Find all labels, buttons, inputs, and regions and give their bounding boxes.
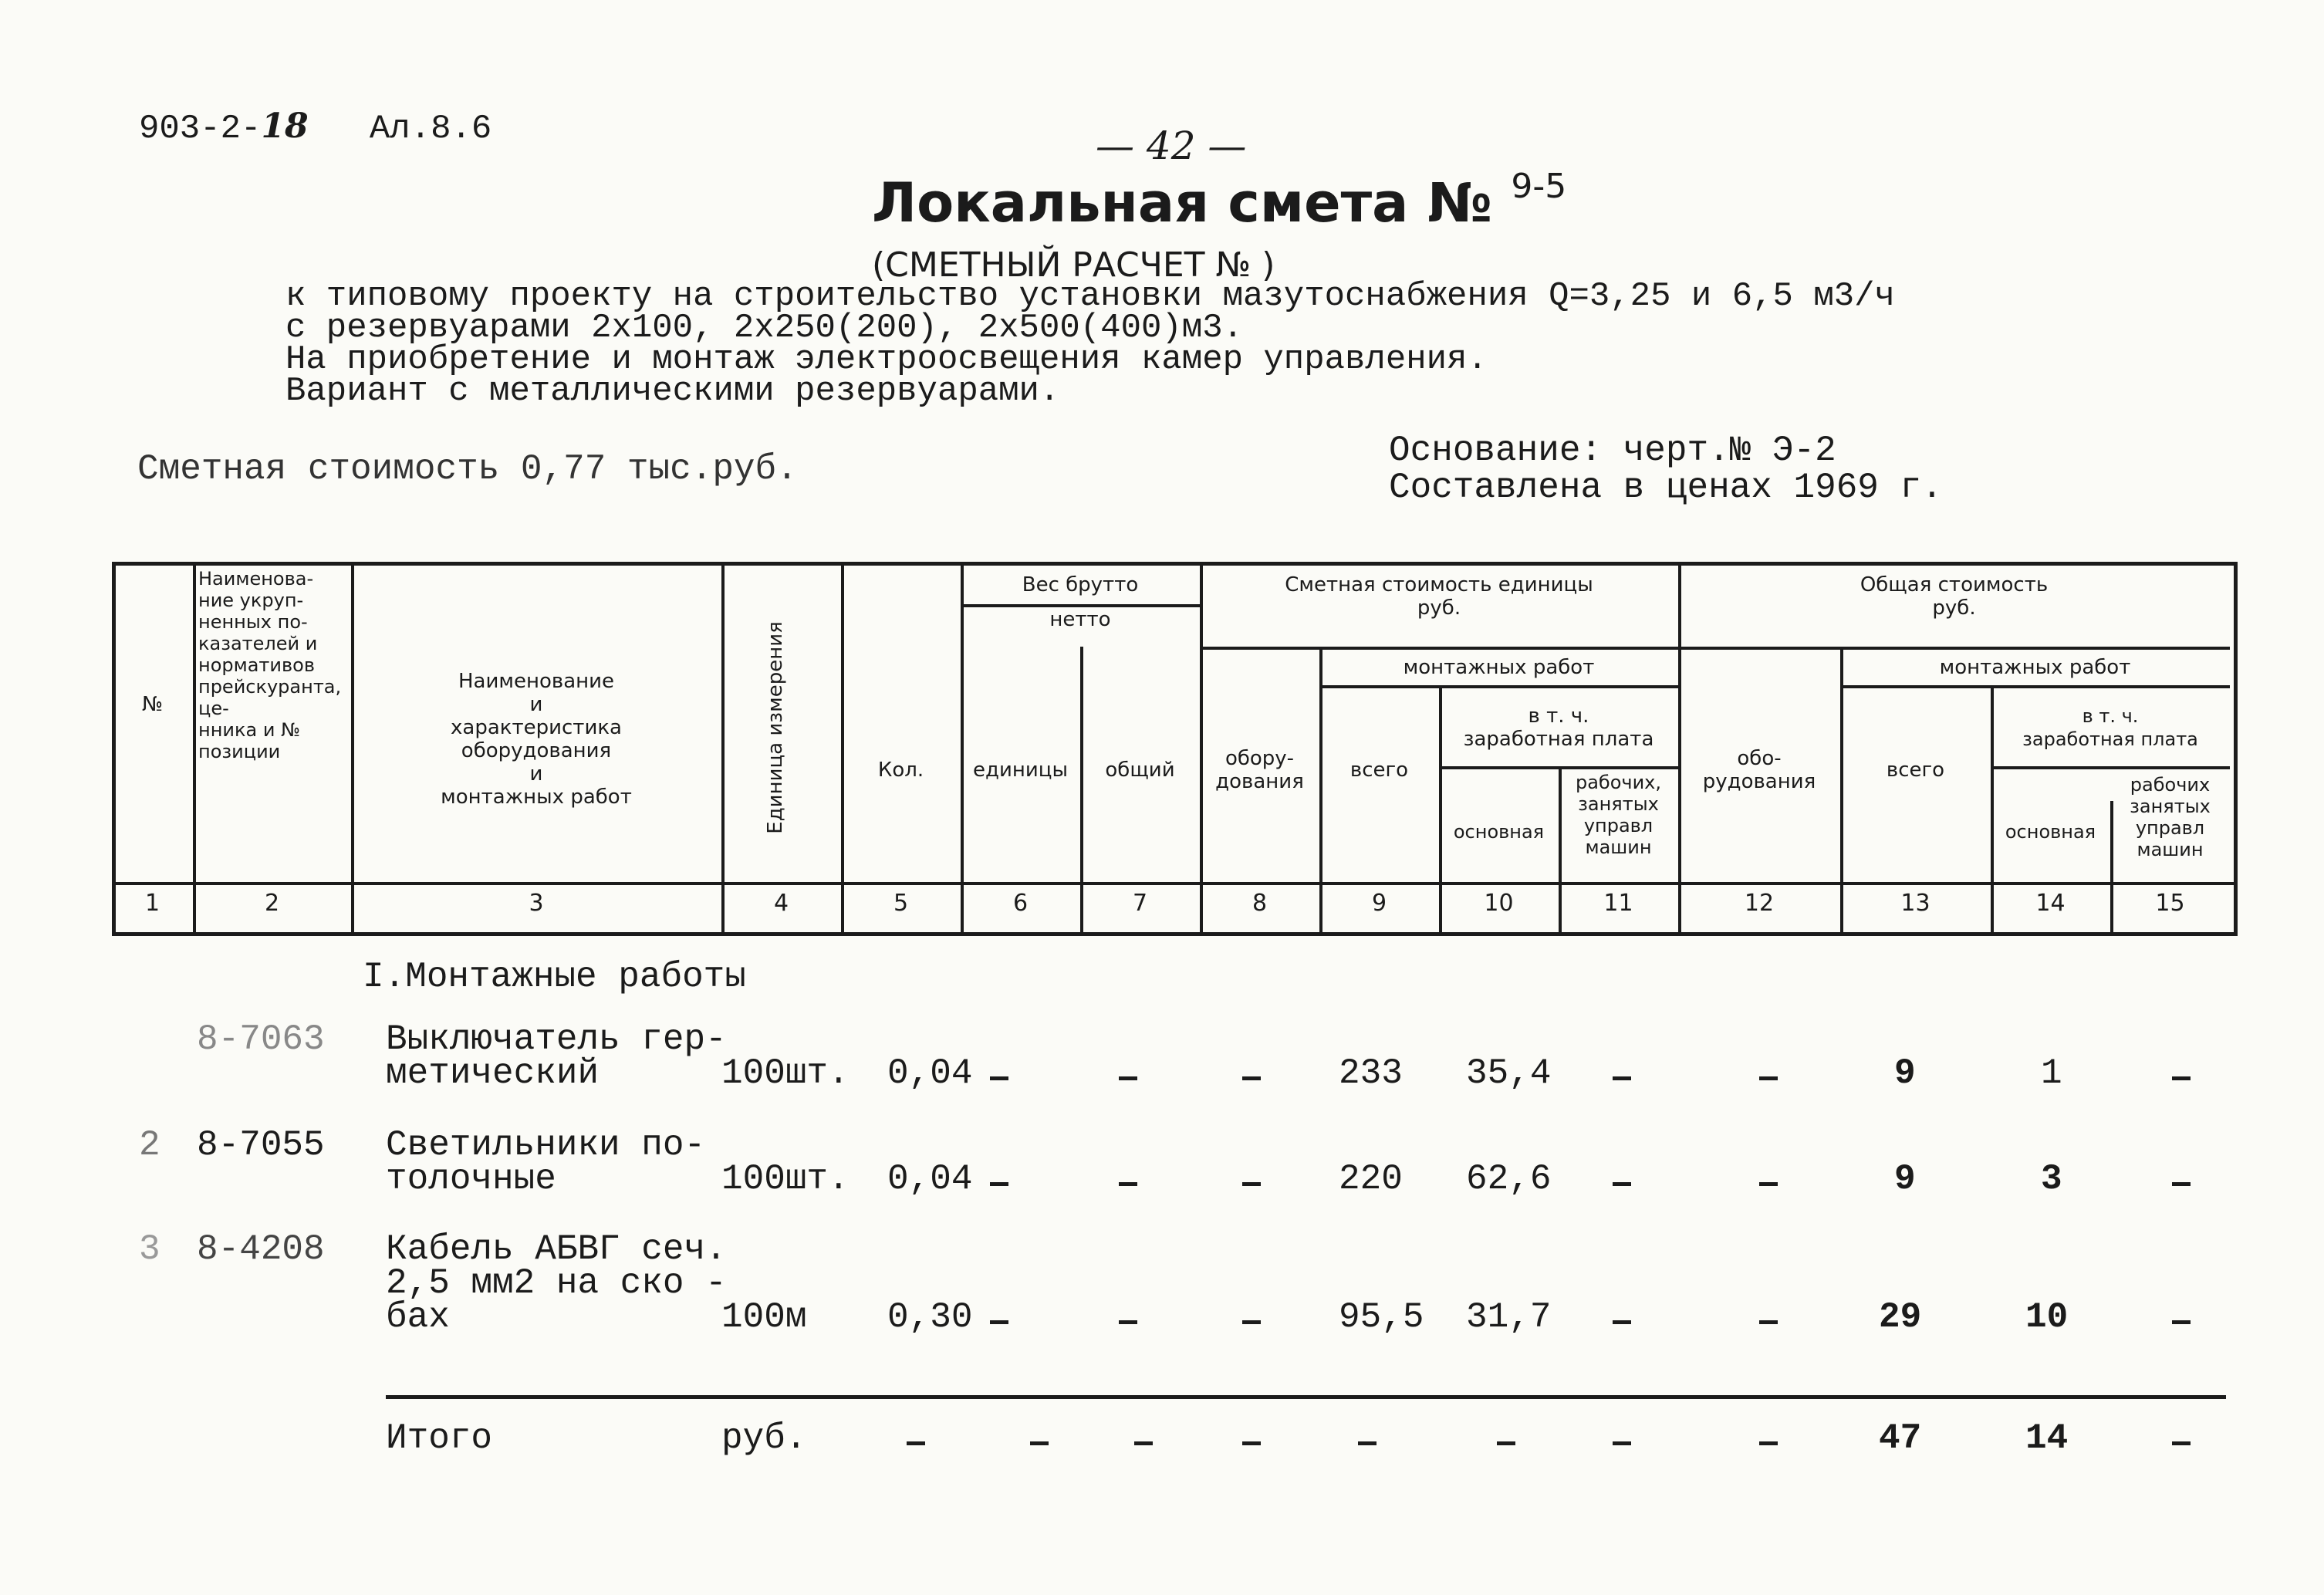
col-unit-header: Единица измерения bbox=[764, 621, 787, 834]
basis-line: Основание: черт.№ Э-2 bbox=[1389, 431, 1836, 471]
row-total-salary: 10 bbox=[2025, 1297, 2069, 1337]
description-line: На приобретение и монтаж электроосвещения камер управления. bbox=[285, 340, 1488, 379]
album-number: Ал.8.6 bbox=[369, 110, 492, 148]
col-qty-header: Кол. bbox=[877, 759, 924, 782]
col14-header: основная bbox=[2005, 821, 2096, 843]
row-mount-total: 233 bbox=[1339, 1053, 1403, 1093]
col-number: 11 bbox=[1603, 890, 1633, 917]
row-qty: 0,30 bbox=[887, 1297, 973, 1337]
row-code: 8-7063 bbox=[197, 1019, 325, 1059]
col6-header: единицы bbox=[973, 759, 1068, 782]
salary-group-header: в т. ч. заработная плата bbox=[1463, 705, 1654, 751]
row-qty: 0,04 bbox=[887, 1053, 973, 1093]
mount-group-header: монтажных работ bbox=[1403, 656, 1595, 679]
row-salary: 35,4 bbox=[1466, 1053, 1552, 1093]
page-number: — 42 — bbox=[1096, 123, 1247, 168]
row-salary: 31,7 bbox=[1466, 1297, 1552, 1337]
estimate-table-header bbox=[112, 562, 2234, 932]
col-number-header: № bbox=[141, 693, 164, 716]
salary-group2-header: в т. ч. заработная плата bbox=[2022, 705, 2198, 750]
row-total-mount: 9 bbox=[1894, 1053, 1916, 1093]
project-description bbox=[285, 277, 1895, 411]
col12-header: обо- рудования bbox=[1702, 747, 1816, 793]
total-group-header: Общая стоимость руб. bbox=[1860, 573, 2049, 620]
col-number: 15 bbox=[2155, 890, 2185, 917]
col-number: 5 bbox=[893, 890, 909, 917]
col-number: 14 bbox=[2035, 890, 2066, 917]
col-number: 8 bbox=[1252, 890, 1268, 917]
total-divider bbox=[386, 1395, 2226, 1399]
row-salary: 62,6 bbox=[1466, 1159, 1552, 1199]
row-total-mount: 29 bbox=[1879, 1297, 1922, 1337]
page-subtitle: (СМЕТНЫЙ РАСЧЕТ № ) bbox=[872, 245, 1275, 285]
basis-block bbox=[1389, 432, 1943, 506]
col11-header: рабочих, занятых управл машин bbox=[1575, 772, 1662, 858]
row-unit: 100м bbox=[721, 1297, 807, 1337]
col-number: 3 bbox=[529, 890, 544, 917]
row-mount-total: 95,5 bbox=[1339, 1297, 1424, 1337]
col-name-header: Наименование и характеристика оборудования и монтажных работ bbox=[441, 670, 632, 809]
page-title: Локальная смета № $^{9-5}$ bbox=[872, 167, 1567, 235]
row-name: Светильники по- толочные bbox=[386, 1125, 706, 1199]
estimated-cost: Сметная стоимость 0,77 тыс.руб. bbox=[137, 449, 798, 489]
document-code: 903-2-18 Ал.8.6 bbox=[139, 106, 492, 148]
total-salary-value: 14 bbox=[2025, 1418, 2069, 1458]
price-year-line: Составлена в ценах 1969 г. bbox=[1389, 468, 1943, 508]
col-number: 9 bbox=[1371, 890, 1387, 917]
row-total-salary: 1 bbox=[2041, 1053, 2062, 1093]
col-number: 6 bbox=[1012, 890, 1029, 917]
col-number: 10 bbox=[1484, 890, 1514, 917]
mount-group2-header: монтажных работ bbox=[1939, 656, 2131, 679]
col7-header: общий bbox=[1105, 759, 1175, 782]
col-number: 4 bbox=[773, 890, 789, 917]
total-unit: руб. bbox=[721, 1418, 807, 1458]
col-number: 12 bbox=[1744, 890, 1775, 917]
estimate-number: 9-5 bbox=[1511, 167, 1567, 206]
col9-header: всего bbox=[1349, 759, 1409, 782]
row-unit: 100шт. bbox=[721, 1053, 850, 1093]
col-number: 7 bbox=[1132, 890, 1148, 917]
description-line: к типовому проекту на строительство установки мазутоснабжения Q=3,25 и 6,5 м3/ч bbox=[285, 277, 1895, 316]
description-line: с резервуарами 2x100, 2x250(200), 2x500(400)м3. bbox=[285, 309, 1244, 347]
weight-group-header: Вес брутто bbox=[1022, 573, 1139, 596]
col10-header: основная bbox=[1453, 821, 1545, 843]
total-mount-value: 47 bbox=[1879, 1418, 1922, 1458]
col8-header: обору- дования bbox=[1215, 747, 1304, 793]
col15-header: рабочих занятых управл машин bbox=[2130, 774, 2211, 860]
row-total-mount: 9 bbox=[1894, 1159, 1916, 1199]
document-code-handwritten: 18 bbox=[261, 106, 309, 146]
row-unit: 100шт. bbox=[721, 1159, 850, 1199]
weight-net-header: нетто bbox=[1049, 608, 1111, 631]
col-number: 1 bbox=[144, 890, 160, 917]
col-code-header: Наименова- ние укруп- ненных по- казателей и нормативов прейскуранта, це- нника и № позиции bbox=[198, 568, 342, 762]
description-line: Вариант с металлическими резервуарами. bbox=[285, 372, 1060, 411]
row-number: 3 bbox=[139, 1229, 160, 1269]
section-title: I.Монтажные работы bbox=[363, 957, 746, 997]
row-mount-total: 220 bbox=[1339, 1159, 1403, 1199]
row-code: 8-7055 bbox=[197, 1125, 325, 1165]
total-label: Итого bbox=[386, 1418, 493, 1458]
col-number: 2 bbox=[264, 890, 280, 917]
row-name: Выключатель гер- метический bbox=[386, 1019, 727, 1093]
row-name: Кабель АБВГ сеч. 2,5 мм2 на ско - бах bbox=[386, 1229, 727, 1337]
row-code: 8-4208 bbox=[197, 1229, 325, 1269]
row-total-salary: 3 bbox=[2041, 1159, 2062, 1199]
col-number: 13 bbox=[1900, 890, 1930, 917]
row-number: 2 bbox=[139, 1125, 160, 1165]
row-qty: 0,04 bbox=[887, 1159, 973, 1199]
unit-cost-group-header: Сметная стоимость единицы руб. bbox=[1285, 573, 1593, 620]
col13-header: всего bbox=[1886, 759, 1945, 782]
